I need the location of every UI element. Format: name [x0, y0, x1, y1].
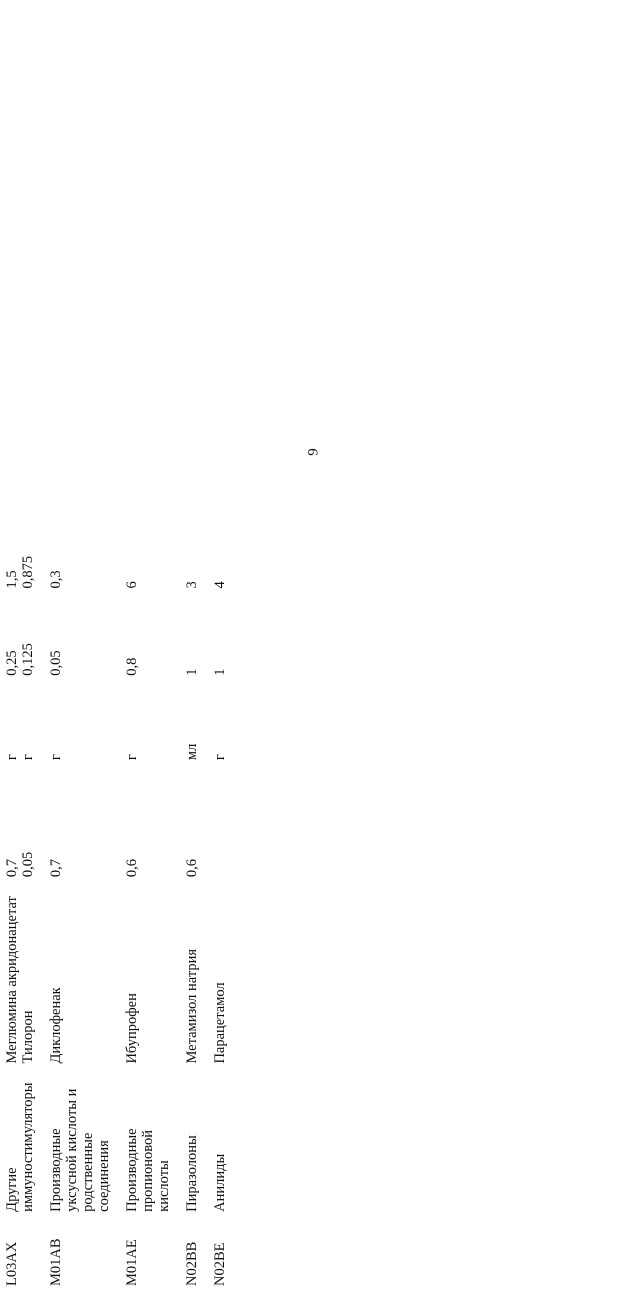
table-body [0, 492, 232, 1292]
drug-skd: 0,3 [48, 570, 64, 589]
table-row [0, 492, 40, 1292]
cell-ssd [0, 595, 40, 682]
table-row [176, 492, 204, 1292]
group-frequency: 0,7 [4, 858, 20, 878]
cell-code: N02BB [184, 1241, 200, 1286]
cell-skd [0, 492, 40, 595]
cell-atc: Другие иммуностимуляторы [4, 1082, 36, 1212]
drug-unit: мл [184, 743, 200, 761]
cell-code: M01AB [48, 1238, 64, 1286]
drug-name: Меглюмина акридонацетат [4, 896, 20, 1064]
cell-drug [204, 883, 232, 1069]
table-row [40, 492, 116, 1292]
cell-skd [176, 492, 204, 595]
cell-frequency [176, 766, 204, 883]
group-frequency: 0,6 [184, 858, 200, 878]
drug-skd: 4 [212, 581, 228, 589]
drug-name: Ибупрофен [124, 993, 140, 1064]
drug-unit: г [48, 754, 64, 761]
cell-code: N02BE [212, 1242, 228, 1286]
cell-atc: Пиразолоны [184, 1135, 200, 1212]
cell-frequency [40, 766, 116, 883]
drug-table [0, 492, 232, 1292]
drug-name: Диклофенак [48, 987, 64, 1064]
cell-drug [116, 883, 176, 1069]
cell-frequency [116, 766, 176, 883]
cell-skd [116, 492, 176, 595]
cell-drug [40, 883, 116, 1069]
cell-unit [40, 682, 116, 766]
group-frequency: 0,7 [48, 858, 64, 878]
table-row [116, 492, 176, 1292]
drug-ssd: 0,25 [4, 650, 20, 676]
drug-frequency: 0,05 [20, 851, 36, 878]
drug-unit: г [4, 754, 20, 761]
cell-skd [204, 492, 232, 595]
drug-unit: г [124, 754, 140, 761]
drug-unit: г [212, 754, 228, 761]
cell-frequency [204, 766, 232, 883]
drug-unit: г [20, 754, 36, 761]
cell-ssd [40, 595, 116, 682]
drug-ssd: 0,05 [48, 650, 64, 676]
cell-unit [0, 682, 40, 766]
cell-unit [204, 682, 232, 766]
cell-unit [176, 682, 204, 766]
drug-ssd: 0,8 [124, 657, 140, 676]
drug-ssd: 0,125 [20, 643, 36, 676]
cell-atc: Производные пропионовой кислоты [124, 1128, 172, 1212]
cell-drug [176, 883, 204, 1069]
table-row [204, 492, 232, 1292]
cell-ssd [204, 595, 232, 682]
cell-skd [40, 492, 116, 595]
cell-code: L03AX [4, 1241, 20, 1286]
drug-ssd: 1 [212, 668, 228, 676]
drug-skd: 6 [124, 581, 140, 589]
cell-code: M01AE [124, 1239, 140, 1286]
drug-skd: 3 [184, 581, 200, 589]
cell-atc: Анилиды [212, 1153, 228, 1212]
page-number: 9 [305, 448, 322, 456]
group-frequency: 0,6 [124, 858, 140, 878]
cell-ssd [116, 595, 176, 682]
cell-frequency [0, 766, 40, 883]
drug-skd: 1,5 [4, 570, 20, 589]
drug-name: Метамизол натрия [184, 948, 200, 1064]
cell-ssd [176, 595, 204, 682]
cell-unit [116, 682, 176, 766]
drug-ssd: 1 [184, 668, 200, 676]
drug-name: Парацетамол [212, 982, 228, 1064]
rotated-table-container [0, 492, 440, 1292]
drug-name: Тилорон [20, 1010, 36, 1064]
cell-drug [0, 883, 40, 1069]
drug-skd: 0,875 [20, 555, 36, 589]
cell-atc: Производные уксусной кислоты и родственные соединения [48, 1088, 112, 1212]
